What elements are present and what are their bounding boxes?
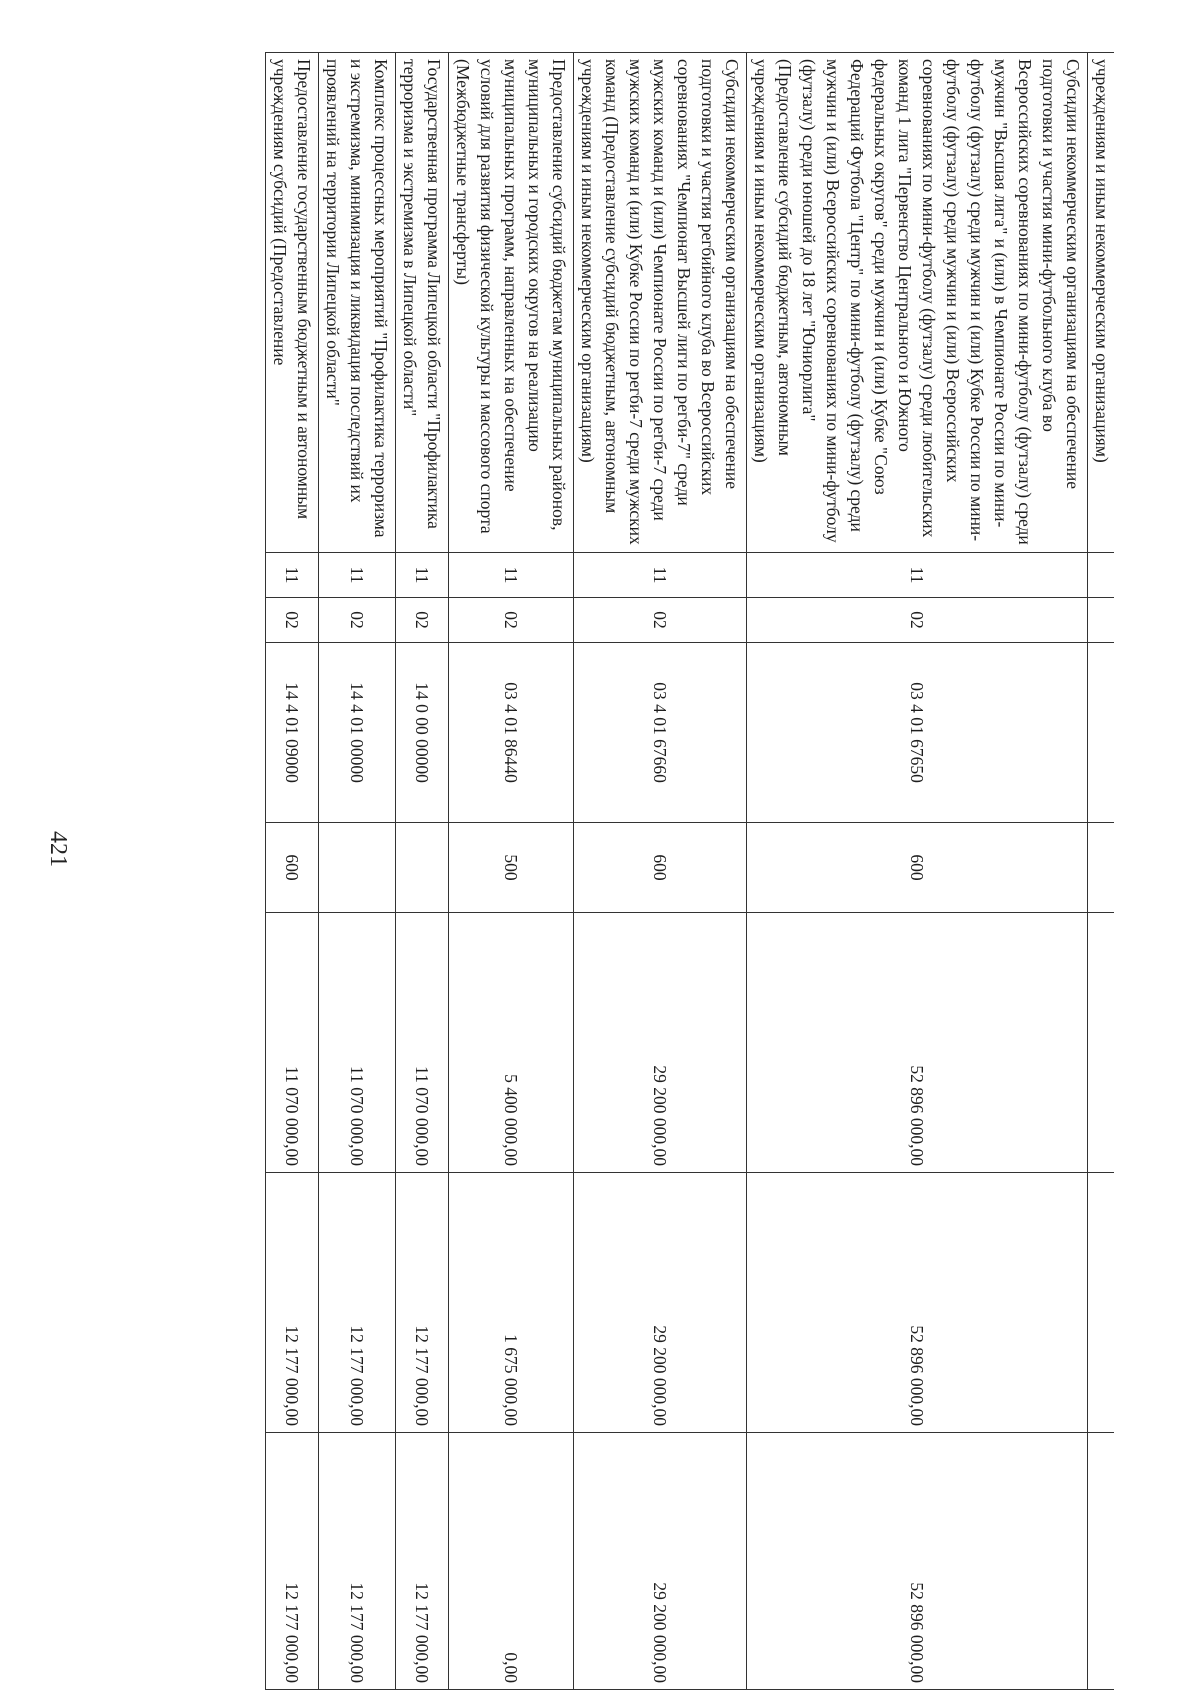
row-razdel: 11: [266, 553, 319, 598]
row-description: Субсидии некоммерческим организациям на обеспечение подготовки и участия регбийного клуба во Всероссийских соревнованиях "Чемпионат Высшей лиги по регби-7" среди мужских команд и (или) Чемпионате России по регби-7 среди мужских команд и (или) Кубке России по регби-7 среди мужских команд (Предоставление субсидий бюджетным, автономным учреждениям и иным некоммерческим организациям): [574, 53, 747, 553]
row-podrazdel: [1088, 598, 1115, 643]
row-amount-2: 12 177 000,00: [396, 1173, 449, 1433]
row-razdel: 11: [319, 553, 396, 598]
row-amount-1: 5 400 000,00: [449, 913, 574, 1173]
row-amount-2: [1088, 1173, 1115, 1433]
budget-table: [265, 52, 1114, 1690]
row-amount-3: 12 177 000,00: [396, 1433, 449, 1690]
row-expense-type: [1088, 823, 1115, 913]
row-amount-1: 11 070 000,00: [319, 913, 396, 1173]
row-amount-2: 1 675 000,00: [449, 1173, 574, 1433]
row-amount-3: 0,00: [449, 1433, 574, 1690]
row-target-article: 14 0 00 00000: [396, 643, 449, 823]
row-amount-2: 12 177 000,00: [266, 1173, 319, 1433]
page-number: 421: [45, 831, 71, 867]
table-row: [396, 53, 449, 1690]
row-amount-1: 11 070 000,00: [266, 913, 319, 1173]
row-razdel: 11: [396, 553, 449, 598]
row-target-article: 03 4 01 86440: [449, 643, 574, 823]
row-amount-1: 29 200 000,00: [574, 913, 747, 1173]
table-row: [574, 53, 747, 1690]
row-target-article: 14 4 01 00000: [319, 643, 396, 823]
table-row: [449, 53, 574, 1690]
row-description: Предоставление субсидий бюджетам муниципальных районов, муниципальных и городских округов на реализацию муниципальных программ, направленных на обеспечение условий для развития физической культуры и массового спорта (Межбюджетные трансферты): [449, 53, 574, 553]
row-podrazdel: 02: [319, 598, 396, 643]
row-razdel: [1088, 553, 1115, 598]
row-podrazdel: 02: [449, 598, 574, 643]
row-target-article: 03 4 01 67660: [574, 643, 747, 823]
rotated-page-content: [100, 52, 1114, 1689]
row-amount-3: 52 896 000,00: [747, 1433, 1088, 1690]
row-description: Комплекс процессных мероприятий "Профилактика терроризма и экстремизма, минимизация и ликвидация последствий их проявлений на территории Липецкой области": [319, 53, 396, 553]
row-podrazdel: 02: [266, 598, 319, 643]
row-amount-3: 12 177 000,00: [266, 1433, 319, 1690]
row-amount-3: [1088, 1433, 1115, 1690]
table-row: [319, 53, 396, 1690]
row-amount-3: 12 177 000,00: [319, 1433, 396, 1690]
row-description: учреждениям и иным некоммерческим организациям): [1088, 53, 1115, 553]
row-expense-type: 600: [266, 823, 319, 913]
row-razdel: 11: [449, 553, 574, 598]
row-expense-type: [396, 823, 449, 913]
row-expense-type: 600: [747, 823, 1088, 913]
row-target-article: 14 4 01 09000: [266, 643, 319, 823]
row-expense-type: [319, 823, 396, 913]
row-expense-type: 600: [574, 823, 747, 913]
row-amount-1: 11 070 000,00: [396, 913, 449, 1173]
row-razdel: 11: [747, 553, 1088, 598]
table-row: [1088, 53, 1115, 1690]
row-description: Предоставление государственным бюджетным и автономным учреждениям субсидий (Предоставление: [266, 53, 319, 553]
row-amount-2: 12 177 000,00: [319, 1173, 396, 1433]
row-amount-1: 52 896 000,00: [747, 913, 1088, 1173]
table-row: [747, 53, 1088, 1690]
row-target-article: [1088, 643, 1115, 823]
row-description: Государственная программа Липецкой области "Профилактика терроризма и экстремизма в Липецкой области": [396, 53, 449, 553]
row-amount-3: 29 200 000,00: [574, 1433, 747, 1690]
row-podrazdel: 02: [747, 598, 1088, 643]
row-amount-2: 52 896 000,00: [747, 1173, 1088, 1433]
row-amount-1: [1088, 913, 1115, 1173]
row-expense-type: 500: [449, 823, 574, 913]
table-row: [266, 53, 319, 1690]
row-description: Субсидии некоммерческим организациям на обеспечение подготовки и участия мини-футбольного клуба во Всероссийских соревнованиях по мини-футболу (футзалу) среди мужчин "Высшая лига" и (или) в Чемпионате России по мини-футболу (футзалу) среди мужчин и (или) Кубке России по мини-футболу (футзалу) среди мужчин и (или) Всероссийских соревнованиях по мини-футболу (футзалу) среди любительских команд 1 лига "Первенство Центрального и Южного федеральных округов" среди мужчин и (или) Кубке "Союз Федераций Футбола "Центр" по мини-футболу (футзалу) среди мужчин и (или) Всероссийских соревнованиях по мини-футболу (футзалу) среди юношей до 18 лет "Юниорлига" (Предоставление субсидий бюджетным, автономным учреждениям и иным некоммерческим организациям): [747, 53, 1088, 553]
row-target-article: 03 4 01 67650: [747, 643, 1088, 823]
row-razdel: 11: [574, 553, 747, 598]
row-podrazdel: 02: [574, 598, 747, 643]
row-podrazdel: 02: [396, 598, 449, 643]
row-amount-2: 29 200 000,00: [574, 1173, 747, 1433]
